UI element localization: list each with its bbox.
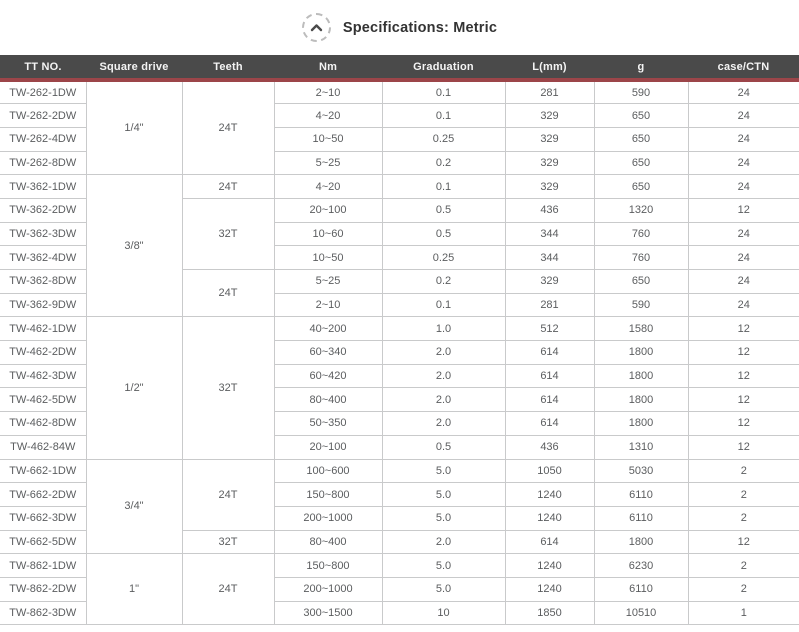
table-cell: TW-362-3DW — [0, 222, 86, 246]
table-cell: TW-262-4DW — [0, 127, 86, 151]
table-cell: TW-462-5DW — [0, 388, 86, 412]
table-cell: 2 — [688, 577, 799, 601]
table-cell: 1240 — [505, 577, 594, 601]
table-cell: 0.2 — [382, 151, 505, 175]
table-cell: 5.0 — [382, 459, 505, 483]
table-cell: 0.1 — [382, 293, 505, 317]
section-title: Specifications: Metric — [342, 19, 498, 36]
table-cell: 329 — [505, 127, 594, 151]
table-cell: 5030 — [594, 459, 688, 483]
table-cell: 512 — [505, 317, 594, 341]
table-cell: 40~200 — [274, 317, 382, 341]
table-cell: 200~1000 — [274, 506, 382, 530]
table-cell: 5~25 — [274, 151, 382, 175]
table-cell: TW-362-1DW — [0, 175, 86, 199]
table-cell: TW-462-3DW — [0, 364, 86, 388]
column-header: TT NO. — [0, 55, 86, 80]
table-cell: 614 — [505, 530, 594, 554]
table-cell: TW-662-2DW — [0, 483, 86, 507]
table-cell: 2.0 — [382, 412, 505, 436]
table-cell: 5.0 — [382, 554, 505, 578]
table-cell: 24 — [688, 222, 799, 246]
table-cell: 614 — [505, 364, 594, 388]
table-cell: 24T — [182, 80, 274, 175]
table-cell: 329 — [505, 104, 594, 128]
table-body — [0, 80, 799, 625]
table-cell: 590 — [594, 293, 688, 317]
table-cell: 0.25 — [382, 246, 505, 270]
table-cell: 12 — [688, 198, 799, 222]
table-cell: 5~25 — [274, 270, 382, 294]
table-cell: 1050 — [505, 459, 594, 483]
collapse-toggle-button[interactable] — [302, 13, 331, 42]
table-cell: 2 — [688, 483, 799, 507]
table-cell: 1/4" — [86, 80, 182, 175]
table-cell: 32T — [182, 317, 274, 459]
table-cell: 6230 — [594, 554, 688, 578]
table-cell: TW-462-1DW — [0, 317, 86, 341]
table-cell: 2 — [688, 459, 799, 483]
table-cell: 1580 — [594, 317, 688, 341]
table-cell: 0.1 — [382, 104, 505, 128]
table-row — [0, 459, 799, 483]
table-cell: 0.25 — [382, 127, 505, 151]
table-cell: 650 — [594, 270, 688, 294]
table-cell: 2~10 — [274, 293, 382, 317]
table-cell: 24T — [182, 175, 274, 199]
table-cell: 344 — [505, 222, 594, 246]
table-cell: 436 — [505, 198, 594, 222]
table-cell: 1320 — [594, 198, 688, 222]
table-cell: TW-262-8DW — [0, 151, 86, 175]
table-cell: 6110 — [594, 506, 688, 530]
table-cell: 24T — [182, 270, 274, 317]
table-cell: 200~1000 — [274, 577, 382, 601]
table-cell: 12 — [688, 364, 799, 388]
table-cell: 1 — [688, 601, 799, 625]
table-cell: 12 — [688, 317, 799, 341]
table-cell: 2 — [688, 506, 799, 530]
table-cell: 12 — [688, 412, 799, 436]
table-cell: 2.0 — [382, 364, 505, 388]
section-header — [0, 0, 799, 55]
table-cell: 4~20 — [274, 175, 382, 199]
table-cell: 650 — [594, 104, 688, 128]
table-cell: 1" — [86, 554, 182, 625]
table-cell: 1800 — [594, 364, 688, 388]
table-cell: TW-662-1DW — [0, 459, 86, 483]
table-cell: 24 — [688, 80, 799, 104]
table-cell: 50~350 — [274, 412, 382, 436]
table-row — [0, 175, 799, 199]
table-cell: 150~800 — [274, 483, 382, 507]
table-cell: TW-362-4DW — [0, 246, 86, 270]
table-cell: TW-862-3DW — [0, 601, 86, 625]
table-cell: 0.1 — [382, 175, 505, 199]
table-cell: 12 — [688, 435, 799, 459]
table-cell: 0.2 — [382, 270, 505, 294]
column-header: Teeth — [182, 55, 274, 80]
table-cell: 24 — [688, 293, 799, 317]
table-cell: 32T — [182, 198, 274, 269]
table-cell: 100~600 — [274, 459, 382, 483]
table-cell: 6110 — [594, 483, 688, 507]
table-row — [0, 554, 799, 578]
table-cell: TW-462-84W — [0, 435, 86, 459]
column-header: g — [594, 55, 688, 80]
table-cell: 4~20 — [274, 104, 382, 128]
table-cell: 1240 — [505, 506, 594, 530]
table-header — [0, 55, 799, 80]
table-cell: 1.0 — [382, 317, 505, 341]
chevron-up-icon — [310, 23, 323, 32]
table-cell: TW-362-2DW — [0, 198, 86, 222]
table-cell: 2~10 — [274, 80, 382, 104]
table-cell: 12 — [688, 530, 799, 554]
column-header: Nm — [274, 55, 382, 80]
table-row — [0, 80, 799, 104]
table-cell: 0.5 — [382, 222, 505, 246]
table-cell: 3/8" — [86, 175, 182, 317]
table-cell: 80~400 — [274, 530, 382, 554]
table-cell: 24 — [688, 127, 799, 151]
table-cell: 436 — [505, 435, 594, 459]
table-cell: 24 — [688, 104, 799, 128]
table-cell: TW-462-2DW — [0, 341, 86, 365]
specifications-table — [0, 55, 799, 625]
table-cell: 60~420 — [274, 364, 382, 388]
table-cell: TW-362-8DW — [0, 270, 86, 294]
table-cell: 0.5 — [382, 198, 505, 222]
table-cell: 10~60 — [274, 222, 382, 246]
table-cell: 20~100 — [274, 198, 382, 222]
table-cell: 60~340 — [274, 341, 382, 365]
table-cell: 24 — [688, 246, 799, 270]
table-cell: 10~50 — [274, 127, 382, 151]
table-cell: 1800 — [594, 412, 688, 436]
table-cell: 300~1500 — [274, 601, 382, 625]
table-cell: 760 — [594, 246, 688, 270]
table-cell: 1310 — [594, 435, 688, 459]
table-cell: TW-662-5DW — [0, 530, 86, 554]
column-header: Graduation — [382, 55, 505, 80]
table-cell: 1240 — [505, 554, 594, 578]
table-cell: 5.0 — [382, 483, 505, 507]
table-cell: 2 — [688, 554, 799, 578]
table-cell: 24T — [182, 554, 274, 625]
table-cell: 10~50 — [274, 246, 382, 270]
table-cell: 5.0 — [382, 577, 505, 601]
table-cell: 2.0 — [382, 530, 505, 554]
table-cell: 2.0 — [382, 388, 505, 412]
table-cell: 3/4" — [86, 459, 182, 554]
table-cell: 281 — [505, 80, 594, 104]
table-cell: 1800 — [594, 530, 688, 554]
table-cell: 10 — [382, 601, 505, 625]
table-cell: TW-662-3DW — [0, 506, 86, 530]
table-cell: 24T — [182, 459, 274, 530]
table-cell: 614 — [505, 388, 594, 412]
table-cell: 1/2" — [86, 317, 182, 459]
table-cell: 0.1 — [382, 80, 505, 104]
table-cell: TW-262-1DW — [0, 80, 86, 104]
table-cell: 329 — [505, 151, 594, 175]
table-cell: 760 — [594, 222, 688, 246]
table-cell: 5.0 — [382, 506, 505, 530]
table-cell: 1800 — [594, 388, 688, 412]
table-cell: 10510 — [594, 601, 688, 625]
table-cell: TW-262-2DW — [0, 104, 86, 128]
table-cell: 344 — [505, 246, 594, 270]
table-cell: TW-462-8DW — [0, 412, 86, 436]
table-cell: 150~800 — [274, 554, 382, 578]
table-header-row — [0, 55, 799, 80]
table-cell: TW-862-1DW — [0, 554, 86, 578]
table-cell: 12 — [688, 341, 799, 365]
table-cell: 24 — [688, 270, 799, 294]
table-cell: TW-362-9DW — [0, 293, 86, 317]
table-cell: 329 — [505, 175, 594, 199]
table-cell: 24 — [688, 151, 799, 175]
table-cell: 650 — [594, 151, 688, 175]
table-cell: 650 — [594, 175, 688, 199]
table-cell: 329 — [505, 270, 594, 294]
column-header: case/CTN — [688, 55, 799, 80]
table-cell: 650 — [594, 127, 688, 151]
table-cell: 1240 — [505, 483, 594, 507]
table-cell: 32T — [182, 530, 274, 554]
table-cell: 80~400 — [274, 388, 382, 412]
table-cell: TW-862-2DW — [0, 577, 86, 601]
table-cell: 24 — [688, 175, 799, 199]
table-cell: 6110 — [594, 577, 688, 601]
table-row — [0, 317, 799, 341]
table-cell: 12 — [688, 388, 799, 412]
table-cell: 0.5 — [382, 435, 505, 459]
table-cell: 20~100 — [274, 435, 382, 459]
table-cell: 2.0 — [382, 341, 505, 365]
table-cell: 614 — [505, 341, 594, 365]
table-cell: 1800 — [594, 341, 688, 365]
table-cell: 1850 — [505, 601, 594, 625]
table-cell: 281 — [505, 293, 594, 317]
table-cell: 614 — [505, 412, 594, 436]
table-cell: 590 — [594, 80, 688, 104]
column-header: Square drive — [86, 55, 182, 80]
column-header: L(mm) — [505, 55, 594, 80]
